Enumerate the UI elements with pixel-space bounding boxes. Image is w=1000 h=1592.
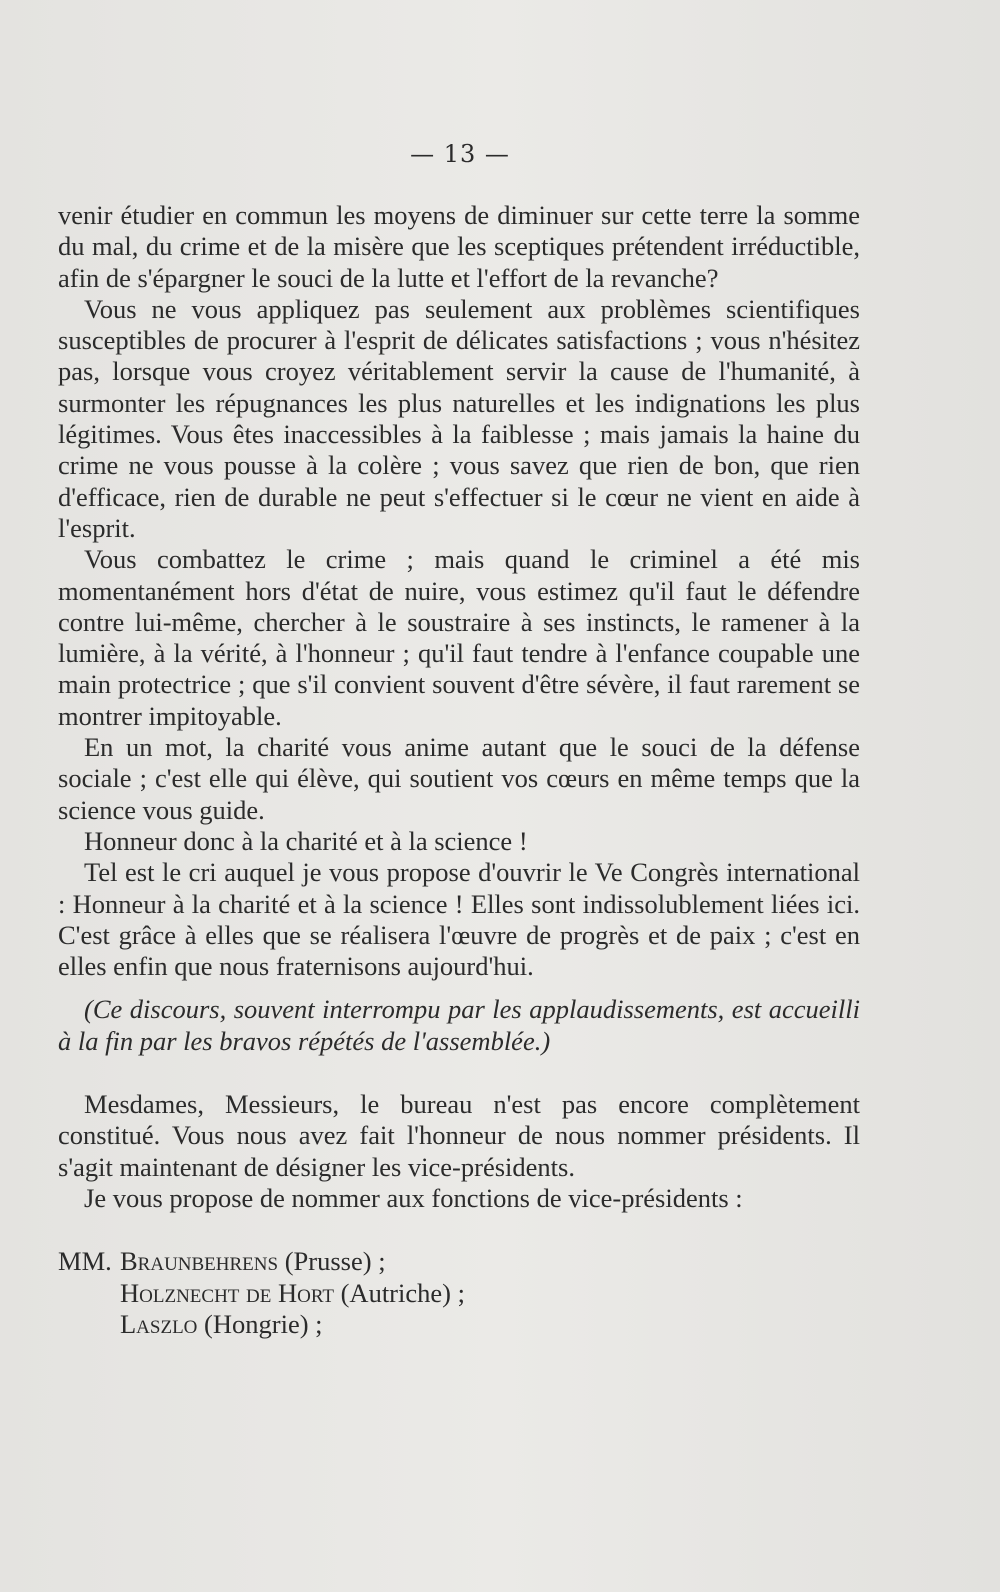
body-text — [58, 200, 860, 1340]
paragraph: Mesdames, Messieurs, le bureau n'est pas encore complètement constitué. Vous nous avez fait l'honneur de nous nommer présidents. Il s'agit maintenant de désigner les vice-présidents. — [58, 1089, 860, 1182]
person-country: (Hongrie) ; — [204, 1308, 323, 1339]
vice-president-list — [58, 1246, 860, 1340]
paragraph: En un mot, la charité vous anime autant que le souci de la défense sociale ; c'est elle qui élève, qui soutient vos cœurs en même temps que la science vous guide. — [58, 732, 860, 825]
list-item — [58, 1309, 860, 1340]
page-number: — 13 — — [410, 140, 510, 168]
paragraph: Tel est le cri auquel je vous propose d'ouvrir le Ve Congrès international : Honneur à la charité et à la science ! Elles sont indissolublement liées ici. C'est grâce à elles que se réalisera l'œuvre de progrès et de paix ; c'est en elles enfin que nous fraternisons aujourd'hui. — [58, 857, 860, 982]
person-name: Holznecht de Hort — [120, 1277, 334, 1308]
list-label: MM. — [58, 1246, 112, 1277]
paragraph-continuation: venir étudier en commun les moyens de diminuer sur cette terre la somme du mal, du crime et de la misère que les sceptiques prétendent irréductible, afin de s'épargner le souci de la lutte et l'effort de la revanche? — [58, 200, 860, 293]
paragraph: Vous combattez le crime ; mais quand le criminel a été mis momentanément hors d'état de nuire, vous estimez qu'il faut le défendre contre lui-même, chercher à le soustraire à ses instincts, le ramener à la lumière, à la vérité, à l'honneur ; qu'il faut tendre à l'enfance coupable une main protectrice ; que s'il convient souvent d'être sévère, il faut rarement se montrer impitoyable. — [58, 544, 860, 731]
person-name: Laszlo — [120, 1308, 198, 1339]
person-country: (Prusse) ; — [284, 1246, 386, 1277]
italic-note: (Ce discours, souvent interrompu par les applaudissements, est accueilli à la fin par les bravos répétés de l'assemblée.) — [58, 994, 860, 1056]
list-item — [58, 1246, 860, 1277]
paragraph: Honneur donc à la charité et à la science ! — [84, 825, 528, 856]
paragraph: Vous ne vous appliquez pas seulement aux problèmes scientifiques susceptibles de procurer à l'esprit de délicates satisfactions ; vous n'hésitez pas, lorsque vous croyez véritablement servir la cause de l'humanité, à surmonter les répugnances les plus naturelles et les indignations les plus légitimes. Vous êtes inaccessibles à la faiblesse ; mais jamais la haine du crime ne vous pousse à la colère ; vous savez que rien de bon, que rien d'efficace, rien de durable ne peut s'effectuer si le cœur ne vient en aide à l'esprit. — [58, 293, 860, 543]
person-country: (Autriche) ; — [340, 1277, 465, 1308]
paragraph: Je vous propose de nommer aux fonctions de vice-présidents : — [84, 1182, 743, 1213]
list-item — [58, 1278, 860, 1309]
person-name: Braunbehrens — [120, 1246, 279, 1277]
